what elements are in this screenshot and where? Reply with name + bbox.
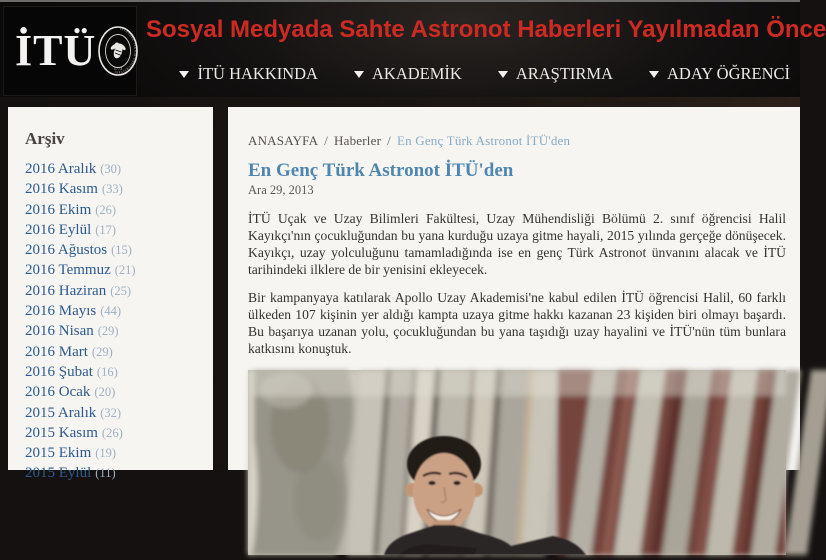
nav-label: ARAŞTIRMA [515, 64, 613, 83]
itu-seal-icon [96, 23, 140, 79]
archive-link-2015-eylul[interactable] [25, 463, 201, 483]
archive-label: 2016 Aralık [25, 161, 97, 177]
article-date: Ara 29, 2013 [248, 183, 314, 197]
breadcrumb-home[interactable]: ANASAYFA [248, 133, 319, 148]
archive-count: (20) [94, 385, 116, 400]
archive-count: (21) [114, 263, 136, 278]
archive-label: 2016 Temmuz [25, 262, 111, 279]
banner-title: Sosyal Medyada Sahte Astronot Haberleri Yayılmadan Önce [146, 16, 826, 43]
article-paragraph: İTÜ Uçak ve Uzay Bilimleri Fakültesi, Uzay Mühendisliği Bölümü 2. sınıf öğrencisi Halil Kayıkçı'nın çocukluğundan bu yana kurduğu uzaya gitme hayali, 2015 yılında gerçeğe dönüşecek. Kayıkçı, uzay yolculuğunu tamamladığında ise en genç Türk Astronot ünvanını alacak ve İTÜ tarihindeki ilklere de bir yenisini ekleyecek. [248, 211, 786, 277]
nav-item-aday-ogrenci[interactable] [649, 64, 790, 84]
archive-link-2016-ekim[interactable] [25, 200, 201, 220]
breadcrumb-current: En Genç Türk Astronot İTÜ'den [396, 133, 571, 148]
article-photo [248, 370, 786, 555]
archive-count: (29) [97, 324, 119, 339]
archive-count: (30) [100, 162, 122, 176]
archive-count: (15) [111, 243, 132, 258]
chevron-down-icon [354, 71, 364, 78]
archive-link-2015-aralik[interactable] [25, 403, 201, 423]
nav-label: İTÜ HAKKINDA [197, 64, 318, 83]
archive-count: (44) [100, 304, 122, 319]
article-paragraph: Bir kampanyaya katılarak Apollo Uzay Akademisi'ne kabul edilen İTÜ öğrencisi Halil, 60 farklı ülkeden 107 kişinin yer aldığı kampta uzaya gitme hakkı kazanan 23 kişiden biri olmayı başardı. Bu başarıya uzanan yolu, çocukluğundan bu yana taşıdığı uzay hayalini ve İTÜ'nün tüm bunlara katkısını konuştuk. [248, 290, 786, 356]
main-nav [140, 58, 790, 90]
nav-item-arastirma[interactable] [498, 64, 613, 84]
breadcrumb-separator: / [324, 133, 329, 148]
archive-label: 2015 Kasım [25, 424, 98, 441]
archive-link-2016-nisan[interactable] [25, 321, 201, 341]
archive-link-2016-haziran[interactable] [25, 281, 201, 301]
archive-label: 2016 Ocak [25, 384, 91, 401]
archive-link-2016-mayis[interactable] [25, 301, 201, 321]
breadcrumb-separator: / [387, 133, 391, 148]
article-title: En Genç Türk Astronot İTÜ'den [248, 160, 514, 181]
archive-label: 2016 Mart [25, 343, 88, 360]
chevron-down-icon [498, 71, 508, 78]
nav-item-akademik[interactable] [354, 64, 462, 84]
archive-label: 2015 Eylül [25, 465, 92, 482]
chevron-down-icon [179, 71, 189, 78]
archive-count: (16) [96, 364, 118, 379]
site-header [0, 0, 826, 97]
archive-count: (26) [101, 425, 123, 440]
article-panel [228, 107, 800, 470]
archive-count: (25) [110, 283, 132, 298]
archive-count: (32) [100, 405, 122, 420]
archive-count: (11) [95, 466, 116, 481]
archive-link-2015-kasim[interactable] [25, 423, 201, 443]
archive-link-2016-subat[interactable] [25, 362, 201, 382]
archive-count: (26) [95, 202, 117, 217]
archive-label: 2015 Ekim [25, 445, 92, 462]
nav-label: ADAY ÖĞRENCİ [667, 64, 790, 83]
archive-link-2016-kasim[interactable] [25, 179, 201, 199]
archive-count: (17) [95, 222, 117, 237]
archive-label: 2016 Ekim [25, 201, 92, 218]
archive-label: 2016 Haziran [25, 282, 107, 299]
archive-label: 2016 Ağustos [25, 242, 108, 259]
archive-label: 2015 Aralık [25, 404, 97, 421]
archive-count: (29) [91, 344, 113, 359]
archive-count: (33) [101, 182, 123, 197]
archive-label: 2016 Nisan [25, 323, 94, 340]
nav-item-itu-hakkinda[interactable] [179, 64, 318, 84]
archive-link-2016-agustos[interactable] [25, 240, 201, 260]
archive-link-2016-temmuz[interactable] [25, 260, 201, 280]
archive-sidebar [8, 107, 213, 482]
chevron-down-icon [649, 71, 659, 78]
archive-link-2015-ekim[interactable] [25, 443, 201, 463]
archive-label: 2016 Eylül [25, 221, 92, 238]
archive-label: 2016 Şubat [25, 363, 93, 380]
breadcrumb [248, 133, 786, 149]
archive-link-2016-eylul[interactable] [25, 220, 201, 240]
svg-text:1773: 1773 [113, 66, 123, 71]
archive-link-2016-aralik[interactable] [25, 159, 201, 179]
sidebar-title: Arşiv [25, 129, 65, 148]
nav-label: AKADEMİK [371, 64, 462, 83]
archive-label: 2016 Kasım [25, 181, 98, 198]
breadcrumb-haberler[interactable]: Haberler [334, 133, 382, 148]
itu-logo-block[interactable] [3, 6, 137, 96]
archive-link-2016-ocak[interactable] [25, 382, 201, 402]
archive-label: 2016 Mayıs [25, 303, 97, 320]
archive-count: (19) [95, 446, 117, 461]
archive-link-2016-mart[interactable] [25, 342, 201, 362]
itu-logo-text: İTÜ [15, 26, 97, 75]
svg-text:İSTANBUL TEKNİK ÜNİVERSİTESİ: İSTANBUL TEKNİK ÜNİVERSİTESİ [113, 26, 138, 75]
